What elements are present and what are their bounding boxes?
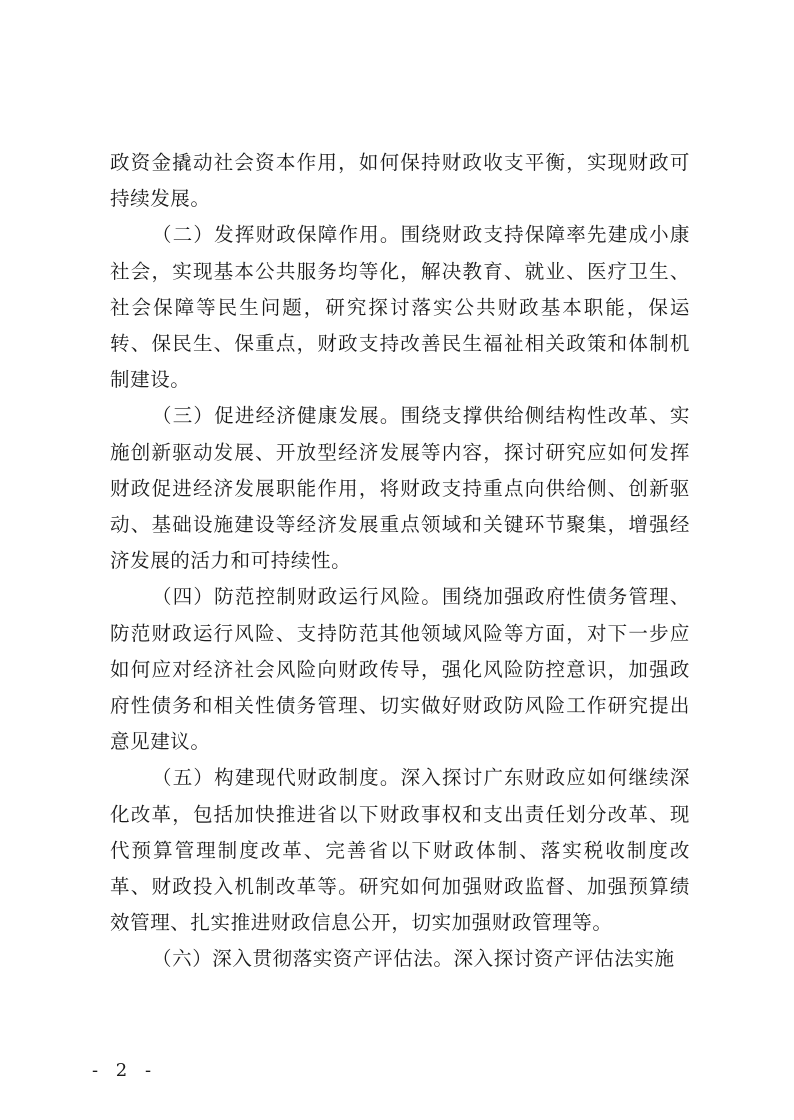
paragraph: （六）深入贯彻落实资产评估法。深入探讨资产评估法实施 (152, 947, 675, 971)
paragraph: （四）防范控制财政运行风险。围绕加强政府性债务管理、防范财政运行风险、支持防范其他领域风险等方面，对下一步应如何应对经济社会风险向财政传导，强化风险防控意识，加强政府性债务和相关性债务管理、切实做好财政防风险工作研究提出意见建议。 (110, 585, 690, 754)
paragraph: （五）构建现代财政制度。深入探讨广东财政应如何继续深化改革，包括加快推进省以下财政事权和支出责任划分改革、现代预算管理制度改革、完善省以下财政体制、落实税收制度改革、财政投入机制改革等。研究如何加强财政监督、加强预算绩效管理、扎实推进财政信息公开，切实加强财政管理等。 (110, 766, 690, 935)
page-number: - 2 - (92, 1060, 158, 1081)
paragraph: （三）促进经济健康发展。围绕支撑供给侧结构性改革、实施创新驱动发展、开放型经济发展等内容，探讨研究应如何发挥财政促进经济发展职能作用，将财政支持重点向供给侧、创新驱动、基础设施建设等经济发展重点领域和关键环节聚集，增强经济发展的活力和可持续性。 (110, 404, 690, 573)
body-text (110, 145, 690, 978)
paragraph: （二）发挥财政保障作用。围绕财政支持保障率先建成小康社会，实现基本公共服务均等化，解决教育、就业、医疗卫生、社会保障等民生问题，研究探讨落实公共财政基本职能，保运转、保民生、保重点，财政支持改善民生福祉相关政策和体制机制建设。 (110, 223, 690, 392)
paragraph: 政资金撬动社会资本作用，如何保持财政收支平衡，实现财政可持续发展。 (110, 151, 690, 211)
